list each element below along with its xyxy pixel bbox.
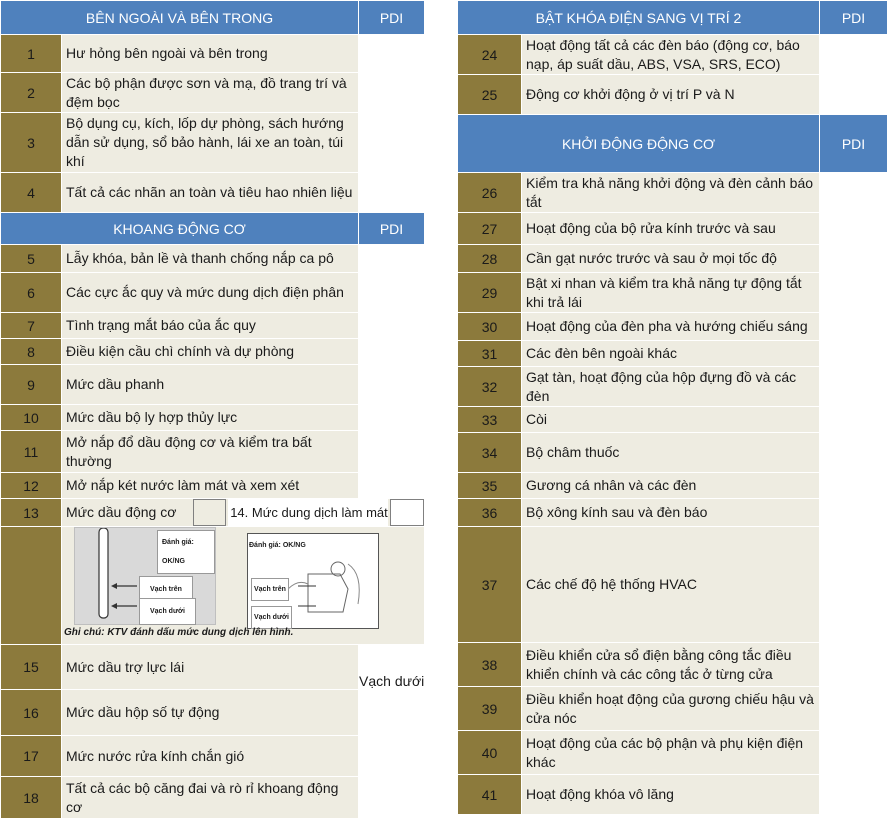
pdi-check-cell[interactable] bbox=[820, 173, 887, 213]
table-row bbox=[458, 35, 887, 75]
table-row bbox=[458, 527, 887, 643]
pdi-check-cell[interactable] bbox=[820, 433, 887, 473]
item-text: Bộ dụng cụ, kích, lốp dự phòng, sách hướng dẫn sử dụng, sổ bảo hành, lái xe an toàn, túi khí bbox=[62, 113, 359, 173]
pdi-check-cell[interactable] bbox=[359, 431, 425, 473]
item-number: 31 bbox=[458, 341, 522, 367]
table-row bbox=[1, 73, 425, 113]
item-text: Cần gạt nước trước và sau ở mọi tốc độ bbox=[522, 245, 820, 273]
pdi-check-cell[interactable] bbox=[820, 341, 887, 367]
item-text: Hoạt động của bộ rửa kính trước và sau bbox=[522, 213, 820, 245]
item-number: 28 bbox=[458, 245, 522, 273]
item-text: Bộ châm thuốc bbox=[522, 433, 820, 473]
item-number: 5 bbox=[1, 245, 62, 273]
pdi-check-cell[interactable] bbox=[359, 777, 425, 819]
item-number: 40 bbox=[458, 731, 522, 775]
pdi-check-cell[interactable] bbox=[820, 213, 887, 245]
pdi-check-cell[interactable] bbox=[820, 245, 887, 273]
item-text: Hoạt động của đèn pha và hướng chiếu sáng bbox=[522, 313, 820, 341]
section-title: BẬT KHÓA ĐIỆN SANG VỊ TRÍ 2 bbox=[458, 1, 820, 35]
table-row bbox=[458, 687, 887, 731]
item-number: 41 bbox=[458, 775, 522, 815]
pdi-check-cell[interactable] bbox=[359, 35, 425, 73]
lower-mark-label: Vạch dưới bbox=[139, 598, 196, 625]
item-number: 6 bbox=[1, 273, 62, 313]
pdi-check-cell[interactable] bbox=[359, 73, 425, 113]
pdi-check-cell[interactable] bbox=[359, 273, 425, 313]
table-row bbox=[458, 173, 887, 213]
item-text: Kiểm tra khả năng khởi động và đèn cảnh báo tắt bbox=[522, 173, 820, 213]
item-number: 7 bbox=[1, 313, 62, 339]
section-header-engine bbox=[1, 213, 425, 245]
pdi-check-cell[interactable] bbox=[820, 35, 887, 75]
section-header-engine-start bbox=[458, 115, 887, 173]
table-row bbox=[458, 75, 887, 115]
item-text: Hoạt động của các bộ phận và phụ kiện điện khác bbox=[522, 731, 820, 775]
item-number: 18 bbox=[1, 777, 62, 819]
table-row bbox=[458, 407, 887, 433]
table-row bbox=[458, 341, 887, 367]
item-number: 35 bbox=[458, 473, 522, 499]
item-text: Lẫy khóa, bản lề và thanh chống nắp ca pô bbox=[62, 245, 359, 273]
item-number: 1 bbox=[1, 35, 62, 73]
item-text: Bật xi nhan và kiểm tra khả năng tự động tắt khi trả lái bbox=[522, 273, 820, 313]
pdi-header: PDI bbox=[359, 213, 425, 245]
item-number: 10 bbox=[1, 405, 62, 431]
pdi-check-cell[interactable] bbox=[820, 473, 887, 499]
item-text: Tất cả các nhãn an toàn và tiêu hao nhiên liệu bbox=[62, 173, 359, 213]
table-row bbox=[458, 499, 887, 527]
item-text: Mở nắp đổ dầu động cơ và kiểm tra bất thường bbox=[62, 431, 359, 473]
pdi-check-cell[interactable] bbox=[359, 405, 425, 431]
diagram-number-cell bbox=[1, 527, 62, 645]
pdi-check-cell[interactable] bbox=[820, 407, 887, 433]
item-number: 38 bbox=[458, 643, 522, 687]
item-text: Các chế độ hệ thống HVAC bbox=[522, 527, 820, 643]
table-row bbox=[458, 273, 887, 313]
table-row bbox=[458, 473, 887, 499]
right-checklist-table bbox=[457, 0, 887, 815]
item-text: Mức dầu bộ ly hợp thủy lực bbox=[62, 405, 359, 431]
table-row bbox=[1, 645, 425, 690]
pdi-check-cell[interactable] bbox=[820, 775, 887, 815]
table-row bbox=[1, 473, 425, 499]
pdi-check-cell[interactable] bbox=[359, 645, 425, 736]
pdi-check-cell[interactable] bbox=[820, 687, 887, 731]
item-number: 11 bbox=[1, 431, 62, 473]
pdi-header: PDI bbox=[820, 115, 887, 173]
item-text: Các đèn bên ngoài khác bbox=[522, 341, 820, 367]
item-text: Gạt tàn, hoạt động của hộp đựng đồ và các đèn bbox=[522, 367, 820, 407]
item-text: Động cơ khởi động ở vị trí P và N bbox=[522, 75, 820, 115]
item-text: Mức nước rửa kính chắn gió bbox=[62, 736, 359, 777]
pdi-check-cell[interactable] bbox=[359, 313, 425, 339]
table-row bbox=[1, 245, 425, 273]
table-row bbox=[458, 775, 887, 815]
table-row bbox=[1, 113, 425, 173]
item-text: Mức dầu hộp số tự động bbox=[62, 690, 359, 736]
pdi-check-cell[interactable] bbox=[359, 245, 425, 273]
left-checklist-table bbox=[0, 0, 425, 819]
pdi-check-cell[interactable] bbox=[359, 173, 425, 213]
item-text: Tình trạng mắt báo của ắc quy bbox=[62, 313, 359, 339]
table-row-13-14 bbox=[1, 499, 425, 527]
item-text: Điều khiển cửa sổ điện bằng công tắc điều khiển chính và các công tắc ở từng cửa bbox=[522, 643, 820, 687]
lower-mark-overflow-label: Vạch dưới bbox=[359, 673, 424, 689]
item-number: 13 bbox=[1, 499, 62, 527]
item-text: Các bộ phận được sơn và mạ, đồ trang trí và đệm bọc bbox=[62, 73, 359, 113]
item-number: 32 bbox=[458, 367, 522, 407]
section-title: BÊN NGOÀI VÀ BÊN TRONG bbox=[1, 1, 359, 35]
item-number: 17 bbox=[1, 736, 62, 777]
item-number: 16 bbox=[1, 690, 62, 736]
lower-mark-label: Vạch dưới bbox=[251, 606, 292, 629]
upper-mark-label: Vạch trên bbox=[139, 576, 193, 603]
coolant-level-check-box[interactable] bbox=[390, 499, 424, 526]
table-row bbox=[458, 643, 887, 687]
item-number: 2 bbox=[1, 73, 62, 113]
section-title: KHỞI ĐỘNG ĐỘNG CƠ bbox=[458, 115, 820, 173]
item-text: Bộ xông kính sau và đèn báo bbox=[522, 499, 820, 527]
table-row bbox=[1, 339, 425, 365]
item-number: 12 bbox=[1, 473, 62, 499]
item-number: 25 bbox=[458, 75, 522, 115]
item-text: Mức dầu trợ lực lái bbox=[62, 645, 359, 690]
coolant-reservoir-diagram bbox=[247, 533, 379, 629]
item-text: Còi bbox=[522, 407, 820, 433]
pdi-check-cell[interactable] bbox=[820, 367, 887, 407]
table-row bbox=[1, 313, 425, 339]
pdi-check-cell[interactable] bbox=[820, 75, 887, 115]
item-text: Hoạt động tất cả các đèn báo (động cơ, báo nạp, áp suất dầu, ABS, VSA, SRS, ECO) bbox=[522, 35, 820, 75]
table-row bbox=[1, 431, 425, 473]
item-text: Điều khiển hoạt động của gương chiếu hậu và cửa nóc bbox=[522, 687, 820, 731]
pdi-check-cell[interactable] bbox=[820, 643, 887, 687]
item-number: 15 bbox=[1, 645, 62, 690]
table-row bbox=[458, 245, 887, 273]
pdi-check-cell[interactable] bbox=[820, 273, 887, 313]
table-row bbox=[458, 367, 887, 407]
diagram-row bbox=[1, 527, 425, 645]
table-row bbox=[1, 405, 425, 431]
section-header-ignition bbox=[458, 1, 887, 35]
item-text: Các cực ắc quy và mức dung dịch điện phân bbox=[62, 273, 359, 313]
table-row bbox=[1, 273, 425, 313]
evaluation-label: Đánh giá: OK/NG bbox=[157, 530, 215, 574]
item-text: Tất cả các bộ căng đai và rò rỉ khoang động cơ bbox=[62, 777, 359, 819]
pdi-header: PDI bbox=[359, 1, 425, 35]
item-text: Hoạt động khóa vô lăng bbox=[522, 775, 820, 815]
item-text: Mức dầu phanh bbox=[62, 365, 359, 405]
item-number: 4 bbox=[1, 173, 62, 213]
table-row bbox=[458, 313, 887, 341]
table-row bbox=[1, 35, 425, 73]
item-number: 3 bbox=[1, 113, 62, 173]
table-row bbox=[458, 731, 887, 775]
pdi-check-cell[interactable] bbox=[820, 499, 887, 527]
pdi-check-cell[interactable] bbox=[359, 365, 425, 405]
dipstick-diagram bbox=[74, 527, 216, 625]
note-text: Ghi chú: KTV đánh dấu mức dung dịch lên hình. bbox=[64, 627, 293, 638]
pdi-header: PDI bbox=[820, 1, 887, 35]
section-header-exterior bbox=[1, 1, 425, 35]
item-number: 30 bbox=[458, 313, 522, 341]
item-text: Điều kiện cầu chì chính và dự phòng bbox=[62, 339, 359, 365]
item-number: 27 bbox=[458, 213, 522, 245]
item-number: 24 bbox=[458, 35, 522, 75]
pdi-check-cell[interactable] bbox=[820, 527, 887, 643]
item-text: Mở nắp két nước làm mát và xem xét bbox=[62, 473, 359, 499]
pdi-check-cell[interactable] bbox=[359, 473, 425, 499]
table-row bbox=[458, 433, 887, 473]
pdi-check-cell[interactable] bbox=[359, 113, 425, 173]
item-number: 34 bbox=[458, 433, 522, 473]
table-row bbox=[1, 173, 425, 213]
table-row bbox=[1, 777, 425, 819]
table-row bbox=[458, 213, 887, 245]
item-text: Hư hỏng bên ngoài và bên trong bbox=[62, 35, 359, 73]
pdi-check-cell[interactable] bbox=[359, 736, 425, 777]
pdi-check-cell[interactable] bbox=[820, 731, 887, 775]
item-number: 8 bbox=[1, 339, 62, 365]
item-number: 37 bbox=[458, 527, 522, 643]
evaluation-label: Đánh giá: OK/NG bbox=[249, 536, 306, 555]
item-number: 39 bbox=[458, 687, 522, 731]
upper-mark-label: Vạch trên bbox=[251, 578, 289, 601]
item-number: 29 bbox=[458, 273, 522, 313]
item-number: 36 bbox=[458, 499, 522, 527]
item-number: 9 bbox=[1, 365, 62, 405]
item-number: 33 bbox=[458, 407, 522, 433]
item-number: 26 bbox=[458, 173, 522, 213]
pdi-check-cell[interactable] bbox=[820, 313, 887, 341]
item-text: Mức dầu động cơ bbox=[66, 503, 193, 522]
item-text: Gương cá nhân và các đèn bbox=[522, 473, 820, 499]
coolant-level-label: 14. Mức dung dịch làm mát bbox=[228, 499, 388, 526]
pdi-check-cell[interactable] bbox=[359, 339, 425, 365]
table-row bbox=[1, 736, 425, 777]
section-title: KHOANG ĐỘNG CƠ bbox=[1, 213, 359, 245]
oil-level-check-box[interactable] bbox=[193, 499, 227, 526]
table-row bbox=[1, 365, 425, 405]
